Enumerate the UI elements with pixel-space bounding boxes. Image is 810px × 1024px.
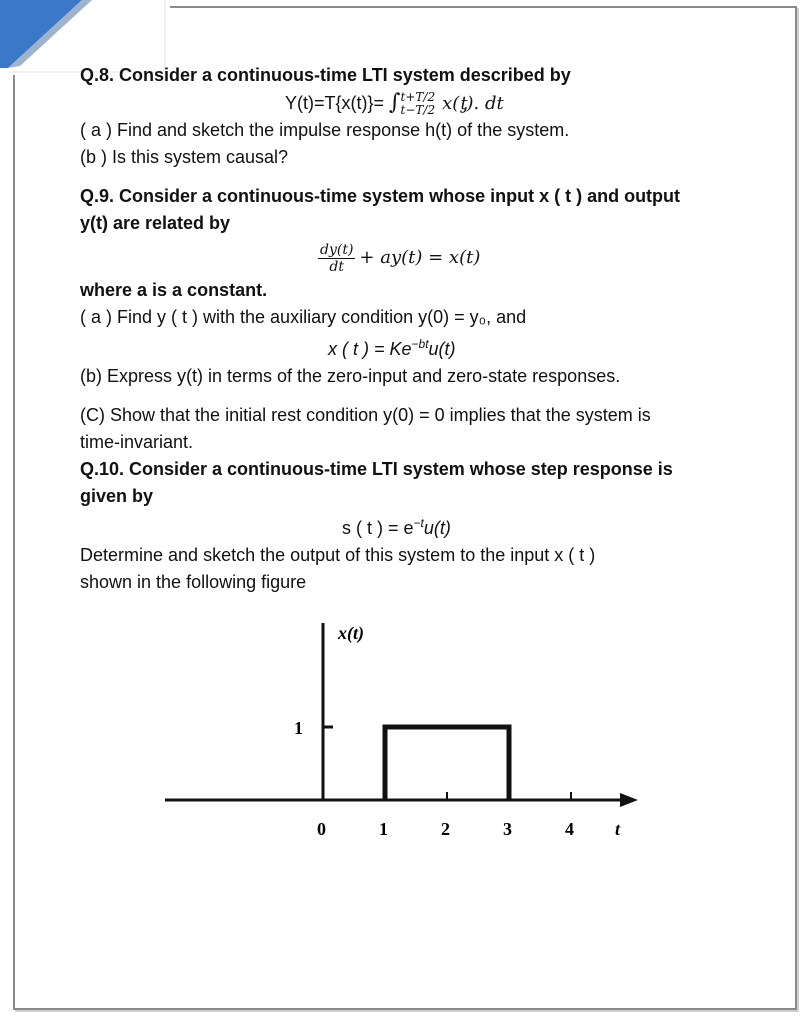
- frac-num: dy(t): [320, 242, 354, 258]
- q9-part-c-2: time-invariant.: [80, 432, 194, 453]
- q8-eq-body: x(ƫ). dt: [442, 93, 504, 114]
- q8-part-b: (b ) Is this system causal?: [80, 147, 289, 168]
- integral-icon: ∫: [389, 90, 401, 115]
- q9-heading-2: y(t) are related by: [80, 213, 231, 234]
- rectangular-pulse: [385, 727, 509, 800]
- q9-where: where a is a constant.: [80, 280, 268, 301]
- q9-eq-rest: + ay(t) = x(t): [359, 247, 481, 269]
- q9-part-c-1: (C) Show that the initial rest condition y(0) = 0 implies that the system is: [80, 405, 651, 426]
- y-axis-label: x(t): [338, 623, 364, 643]
- q9-equation: [318, 237, 750, 277]
- x-tick-label: 2: [441, 819, 450, 839]
- document-body: [80, 62, 750, 596]
- int-lower: t−T/2: [400, 103, 436, 118]
- q10-body-1: Determine and sketch the output of this system to the input x ( t ): [80, 545, 596, 566]
- q10-step-eq: [342, 510, 750, 542]
- time-axis-arrow-icon: [620, 793, 638, 807]
- q8-heading: Q.8. Consider a continuous-time LTI system described by: [80, 65, 571, 85]
- x-tick-label: 4: [565, 819, 574, 839]
- x-tick-label: 1: [379, 819, 388, 839]
- x-tick-label: 0: [317, 819, 326, 839]
- q10-heading-2: given by: [80, 486, 154, 507]
- q8-part-a: ( a ) Find and sketch the impulse response h(t) of the system.: [80, 120, 570, 141]
- step-eq-rhs: u(t): [423, 518, 451, 539]
- frac-den: dt: [329, 259, 344, 275]
- q9-heading-1: Q.9. Consider a continuous-time system whose input x ( t ) and output: [80, 186, 681, 207]
- input-eq-rhs: u(t): [428, 339, 456, 360]
- derivative-fraction: [318, 242, 355, 275]
- q9-part-a: ( a ) Find y ( t ) with the auxiliary condition y(0) = y₀, and: [80, 307, 527, 328]
- step-eq-lhs: s ( t ) = e: [342, 518, 414, 539]
- x-tick-label: 3: [503, 819, 512, 839]
- int-upper: t+T/2: [400, 90, 436, 105]
- x-axis-label: t: [615, 819, 621, 839]
- q9-input-eq: [328, 331, 750, 363]
- q8-equation: [285, 89, 750, 117]
- step-eq-exp: −t: [413, 516, 424, 531]
- input-eq-exp: −bt: [411, 337, 429, 352]
- integral-limits: [401, 91, 436, 117]
- input-signal-figure: [150, 615, 650, 845]
- q10-body-2: shown in the following figure: [80, 572, 307, 593]
- input-eq-lhs: x ( t ) = Ke: [328, 339, 412, 360]
- y-tick-label: 1: [294, 718, 303, 738]
- q8-eq-lhs: Y(t)=T{x(t)}=: [285, 93, 385, 113]
- q10-heading-1: Q.10. Consider a continuous-time LTI system whose step response is: [80, 459, 673, 480]
- q9-part-b: (b) Express y(t) in terms of the zero-input and zero-state responses.: [80, 366, 621, 387]
